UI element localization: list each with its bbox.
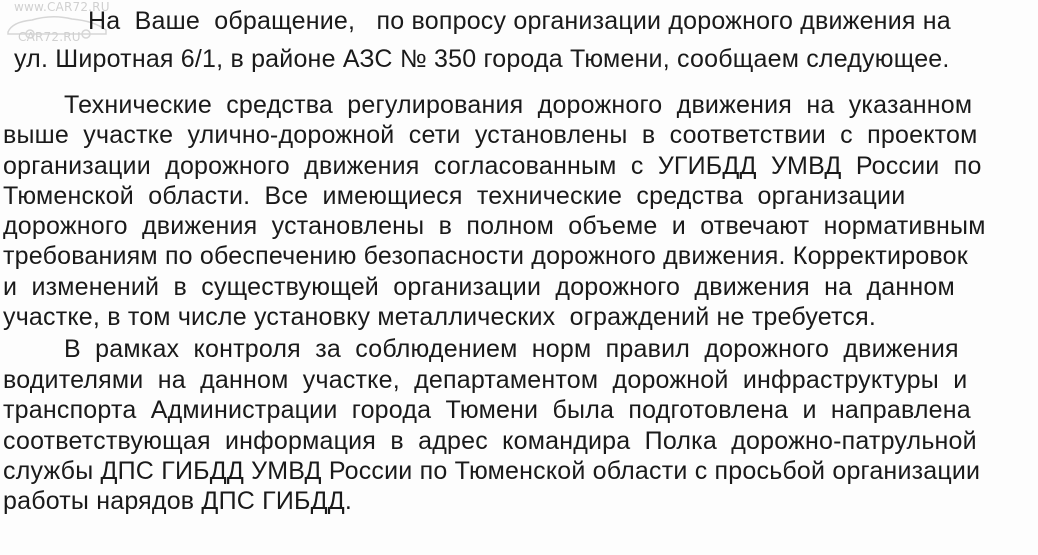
intro-line-2: ул. Широтная 6/1, в районе АЗС № 350 города Тюмени, сообщаем следующее. <box>14 45 950 73</box>
paragraph1-line-7: и изменений в существующей организации дорожного движения на данном <box>3 273 955 301</box>
paragraph2-line-2: водителями на данном участке, департаментом дорожной инфраструктуры и <box>3 366 968 394</box>
paragraph1-line-4: Тюменской области. Все имеющиеся технические средства организации <box>3 182 906 210</box>
paragraph1-line-3: организации дорожного движения согласованным с УГИБДД УМВД России по <box>3 152 982 180</box>
paragraph2-line-6: работы нарядов ДПС ГИБДД. <box>3 487 353 515</box>
paragraph1-line-5: дорожного движения установлены в полном объеме и отвечают нормативным <box>3 212 986 240</box>
watermark-url-top: www.CAR72.RU <box>14 0 110 14</box>
paragraph1-line-6: требованиям по обеспечению безопасности дорожного движения. Корректировок <box>3 242 968 270</box>
paragraph2-line-4: соответствующая информация в адрес командира Полка дорожно-патрульной <box>3 427 977 455</box>
paragraph1-line-1: Технические средства регулирования дорожного движения на указанном <box>64 91 973 119</box>
intro-line-1: На Ваше обращение, по вопросу организации дорожного движения на <box>88 7 951 35</box>
paragraph1-line-2: выше участке улично-дорожной сети установлены в соответствии с проектом <box>3 121 978 149</box>
paragraph2-line-1: В рамках контроля за соблюдением норм правил дорожного движения <box>64 335 959 363</box>
paragraph2-line-3: транспорта Администрации города Тюмени была подготовлена и направлена <box>3 396 971 424</box>
paragraph1-line-8: участке, в том числе установку металлических ограждений не требуется. <box>3 303 876 331</box>
paragraph2-line-5: службы ДПС ГИБДД УМВД России по Тюменской области с просьбой организации <box>3 457 981 485</box>
watermark-url-bottom: CAR72.RU <box>18 30 81 44</box>
